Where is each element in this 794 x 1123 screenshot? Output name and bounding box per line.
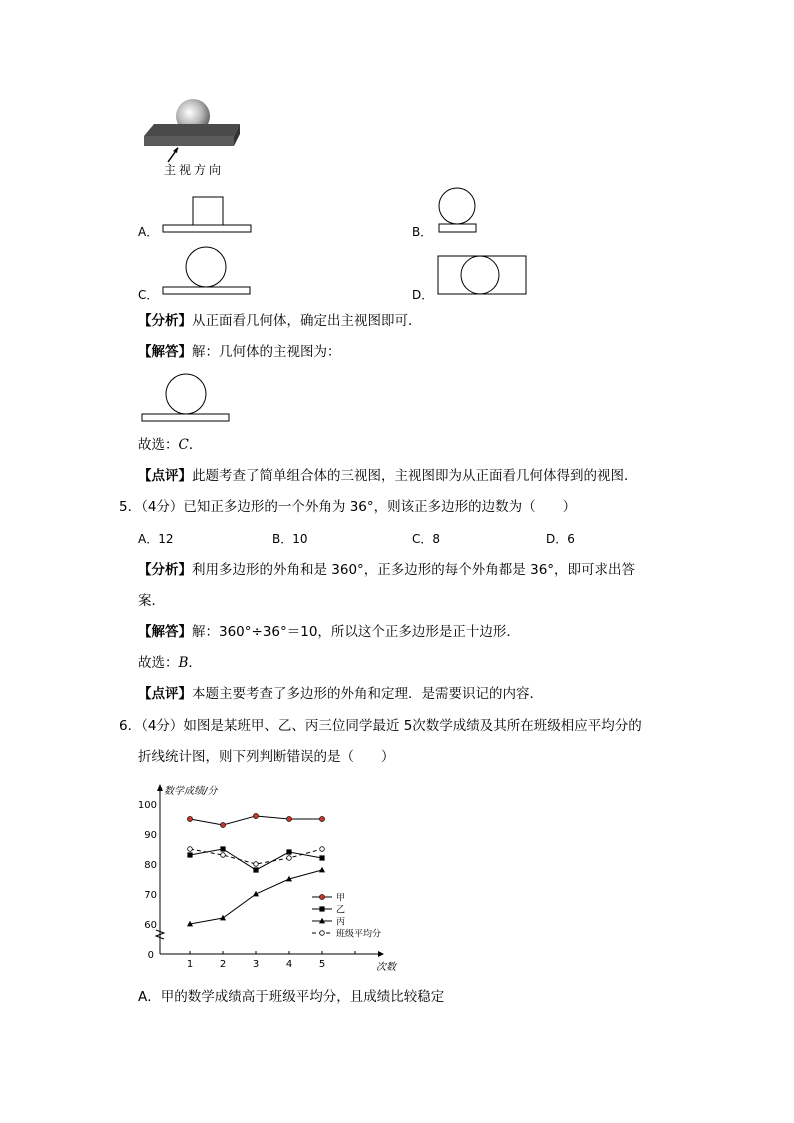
data-point — [253, 813, 258, 818]
y-axis-arrow — [157, 784, 163, 791]
solution-text: 解：360°÷36°＝10，所以这个正多边形是正十边形． — [192, 624, 520, 640]
comment-text: 本题主要考查了多边形的外角和定理．是需要识记的内容． — [192, 686, 543, 702]
data-point — [221, 853, 226, 858]
x-axis-arrow — [378, 951, 384, 957]
y-axis-label: 数学成绩/分 — [164, 786, 218, 797]
legend-label: 甲 — [336, 893, 346, 904]
view-direction-label: 主视方向 — [164, 163, 225, 177]
q4-choice: 故选：C． — [138, 437, 203, 453]
comment-tag: 【点评】 — [138, 686, 192, 702]
analysis-text: 利用多边形的外角和是 360°，正多边形的每个外角都是 36°，即可求出答 — [192, 562, 636, 578]
analysis-tag: 【分析】 — [138, 562, 192, 578]
data-point — [286, 849, 291, 854]
q4-option-d-label: D． — [412, 288, 434, 302]
legend-marker — [319, 906, 324, 911]
series-line-2 — [190, 870, 322, 924]
x-tick-label: 1 — [186, 959, 194, 970]
q4-option-c-figure — [162, 246, 254, 298]
q4-option-a-figure — [162, 194, 254, 236]
choice-letter: B — [178, 655, 189, 671]
q5-option-c: C．8 — [412, 532, 441, 546]
data-point — [254, 862, 259, 867]
q4-answer-figure — [140, 372, 232, 424]
data-point — [187, 816, 192, 821]
plate-top — [144, 124, 240, 136]
q5-comment — [138, 685, 543, 703]
solution-text: 解：几何体的主视图为： — [192, 344, 341, 360]
data-point — [187, 852, 192, 857]
axis-break — [156, 930, 164, 939]
data-point — [286, 816, 291, 821]
y-tick-label: 100 — [137, 800, 157, 811]
solution-tag: 【解答】 — [138, 344, 192, 360]
plate-front — [144, 136, 234, 146]
data-point — [253, 891, 259, 897]
x-tick-label: 3 — [252, 959, 260, 970]
legend-label: 丙 — [336, 917, 346, 928]
q6-stem-line2: 折线统计图，则下列判断错误的是（ ） — [138, 749, 395, 765]
q4-option-b-label: B． — [412, 225, 433, 239]
data-point — [220, 822, 225, 827]
origin-label: 0 — [147, 950, 154, 961]
q4-option-a-label: A． — [138, 225, 159, 239]
x-tick-label: 4 — [285, 959, 293, 970]
q6-line-chart — [137, 778, 410, 976]
q5-analysis — [138, 561, 635, 579]
comment-tag: 【点评】 — [138, 468, 192, 484]
data-point — [220, 846, 225, 851]
solution-tag: 【解答】 — [138, 624, 192, 640]
data-point — [319, 867, 325, 873]
data-point — [188, 847, 193, 852]
legend-marker — [319, 894, 324, 899]
q5-option-a: A．12 — [138, 532, 174, 546]
y-tick-label: 60 — [144, 920, 157, 931]
data-point — [220, 915, 226, 921]
comment-text: 此题考查了简单组合体的三视图，主视图即为从正面看几何体得到的视图． — [192, 468, 638, 484]
choice-letter: C — [178, 437, 189, 453]
x-tick-label: 2 — [219, 959, 227, 970]
y-tick-label: 90 — [144, 830, 157, 841]
q4-option-d-figure — [436, 254, 530, 298]
data-point — [287, 856, 292, 861]
data-point — [320, 847, 325, 852]
x-tick-label: 5 — [318, 959, 326, 970]
q5-choice: 故选：B． — [138, 655, 202, 671]
analysis-tag: 【分析】 — [138, 313, 192, 329]
x-axis-label: 次数 — [376, 962, 396, 973]
q5-analysis-cont: 案． — [138, 593, 165, 609]
q4-comment — [138, 467, 638, 485]
legend-label: 乙 — [336, 905, 346, 916]
series-line-1 — [190, 849, 322, 870]
analysis-text: 从正面看几何体，确定出主视图即可． — [192, 313, 422, 329]
q5-stem: 5．（4分）已知正多边形的一个外角为 36°，则该正多边形的边数为（ ） — [119, 499, 577, 515]
q5-option-d: D．6 — [546, 532, 575, 546]
q4-analysis — [138, 312, 422, 330]
q6-option-a: A．甲的数学成绩高于班级平均分，且成绩比较稳定 — [138, 989, 445, 1005]
q6-stem-line1: 6．（4分）如图是某班甲、乙、丙三位同学最近 5次数学成绩及其所在班级相应平均分的 — [119, 718, 642, 734]
y-tick-label: 80 — [144, 860, 157, 871]
data-point — [319, 855, 324, 860]
y-tick-label: 70 — [144, 890, 157, 901]
q4-option-c-label: C． — [138, 288, 159, 302]
legend-label: 班级平均分 — [336, 929, 382, 940]
q5-solution — [138, 623, 520, 641]
q4-option-b-figure — [434, 186, 484, 238]
q4-solution — [138, 343, 341, 361]
legend-marker — [320, 931, 325, 936]
q5-option-b: B．10 — [272, 532, 308, 546]
data-point — [253, 867, 258, 872]
data-point — [319, 816, 324, 821]
